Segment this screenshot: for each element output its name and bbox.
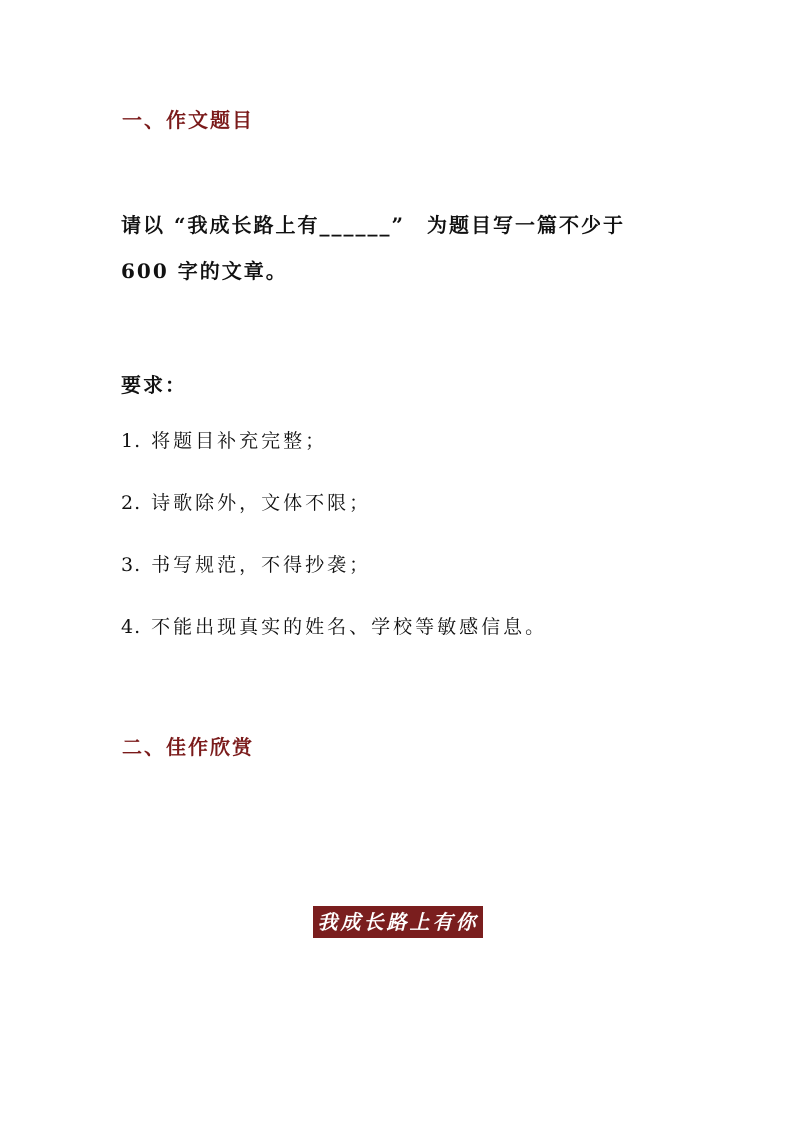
requirement-text: 将题目补充完整； xyxy=(151,430,328,452)
requirement-item xyxy=(121,552,547,614)
requirement-number: 1. xyxy=(121,430,142,452)
essay-prompt xyxy=(121,202,691,294)
prompt-line-2: 600 字的文章。 xyxy=(121,259,288,283)
requirement-number: 2. xyxy=(121,492,142,514)
requirement-item xyxy=(121,428,547,490)
requirement-item xyxy=(121,490,547,552)
requirement-text: 诗歌除外，文体不限； xyxy=(151,492,372,514)
section-heading-essay-topic: 一、作文题目 xyxy=(122,108,254,132)
requirements-title: 要求： xyxy=(121,373,187,397)
essay-title-banner: 我成长路上有你 xyxy=(313,906,483,938)
requirement-text: 书写规范，不得抄袭； xyxy=(151,554,372,576)
requirement-item xyxy=(121,614,547,676)
requirement-text: 不能出现真实的姓名、学校等敏感信息。 xyxy=(151,616,548,638)
requirements-list xyxy=(121,428,547,676)
requirement-number: 3. xyxy=(121,554,142,576)
prompt-line-1-part-2: 为题目写一篇不少于 xyxy=(426,213,625,237)
prompt-line-1 xyxy=(121,202,691,248)
requirement-number: 4. xyxy=(121,616,142,638)
section-heading-featured-essay: 二、佳作欣赏 xyxy=(122,735,254,759)
prompt-line-1-part-1: 请以 “我成长路上有______” xyxy=(121,213,405,237)
